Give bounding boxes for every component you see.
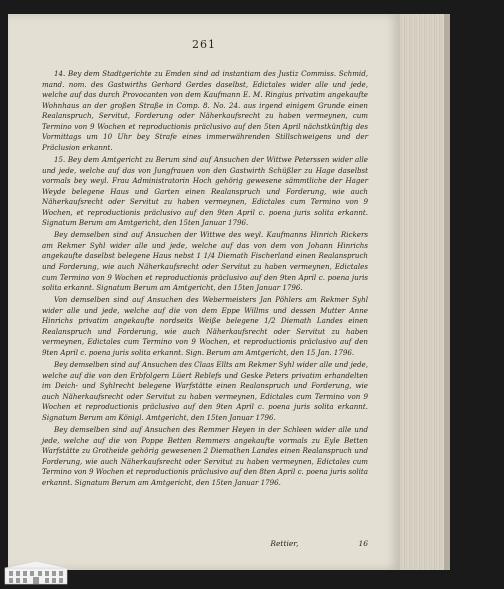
library-building-icon bbox=[4, 559, 68, 585]
signature-mark: 16 bbox=[358, 539, 368, 548]
catchword: Rettier, bbox=[270, 539, 299, 548]
paragraph: Bey demselben sind auf Ansuchen der Wittwe des weyl. Kaufmanns Hinrich Rickers am Rekmer Syhl wider alle und jede, welche auf das von dem von Johann Hinrichs angekaufte daselbst belegene Haus nebst 1 1/4 Diemath Fischerland einen Realanspruch und Forderung, wie auch Näherkaufsrecht oder Servitut zu haben vermeynen, Edictales cum Termino von 9 Wochen et reproductionis präclusivo auf den 9ten April c. poena juris solita erkannt. Signatum Berum am Amtgericht, den 15ten Januar 1796. bbox=[42, 230, 368, 293]
page-edges bbox=[400, 14, 444, 570]
book-page bbox=[8, 14, 400, 570]
paragraph: Bey demselben sind auf Ansuchen des Claas Ellts am Rekmer Syhl wider alle und jede, welche auf die von den Erbfolgern Lüert Reblefs und Geske Peters privatim erhandelten im Deich- und Syhlrecht belegene Warfstätte einen Realanspruch und Forderung, wie auch Näherkaufsrecht oder Servitut zu haben vermeynen, Edictales cum Termino von 9 Wochen et reproductionis präclusivo auf den 9ten April c. poena juris solita erkannt. Signatum Berum am Königl. Amtgericht, den 15ten Januar 1796. bbox=[42, 360, 368, 422]
page-footer bbox=[42, 539, 368, 548]
paragraph: Bey demselben sind auf Ansuchen des Remmer Heyen in der Schleen wider alle und jede, welche auf die von Poppe Betten Remmers angekaufte vormals zu Eyle Betten Warfstätte zu Grotheide gehörig gewesenen 2 Diemathen Landes einen Realanspruch und Forderung, wie auch Näherkaufsrecht oder Servitut zu haben vermeynen, Edictales cum Termino von 9 Wochen et reproductionis präclusivo auf den 8ten April c. poena juris solita erkannt. Signatum Berum am Amtgericht, den 15ten Januar 1796. bbox=[42, 425, 368, 487]
paragraph: 15. Bey dem Amtgericht zu Berum sind auf Ansuchen der Wittwe Peterssen wider alle und jede, welche auf das von Jungfrauen von den Gastwirth Schüßler zu Hage daselbst vormals bey weyl. Frau Administratorin Hoch gehörig gewesene sämmtliche der Hager Weyde belegene Haus und Garten einen Realanspruch und Forderung, wie auch Näherkaufsrecht oder Servitut zu haben vermeynen, Edictales cum Termino von 9 Wochen, et reproductionis präclusivo auf den 9ten April c. poena juris solita erkannt. Signatum Berum am Amtgericht, den 15ten Januar 1796. bbox=[42, 154, 368, 228]
page-text bbox=[42, 69, 368, 490]
paragraph: Von demselben sind auf Ansuchen des Webermeisters Jan Pöhlers am Rekmer Syhl wider alle und jede, welche auf die von dem Eppe Willms und dessen Mutter Anne Hinrichs privatim angekaufte nordseits Weiße belegene 1/2 Diemath Landes einen Realanspruch und Forderung, wie auch Näherkaufsrecht oder Servitut zu haben vermeynen, Edictales cum Termino von 9 Wochen, et reproductionis präclusivo auf den 9ten April c. poena juris solita erkannt. Sign. Berum am Amtgericht, den 15 Jan. 1796. bbox=[42, 295, 368, 357]
paragraph: 14. Bey dem Stadtgerichte zu Emden sind ad instantiam des Justiz Commiss. Schmid, mand. nom. des Gastwirths Gerhard Gerdes daselbst, Edictales wider alle und jede, welche auf das durch Provocanten von dem Kaufmann E. M. Ringius privatim angekaufte Wohnhaus an der großen Straße in Comp. 8. No. 24. aus irgend einigem Grunde einen Realanspruch, Servitut, Forderung oder Näherkaufsrecht zu haben vermeynen, cum Termino von 9 Wochen et reproductionis präclusivo auf den 5ten April nächstkünftig des Vormittags um 10 Uhr bey Strafe eines immerwährenden Stillschweigens und der Präclusion erkannt. bbox=[42, 69, 368, 152]
page-number: 261 bbox=[192, 38, 216, 51]
